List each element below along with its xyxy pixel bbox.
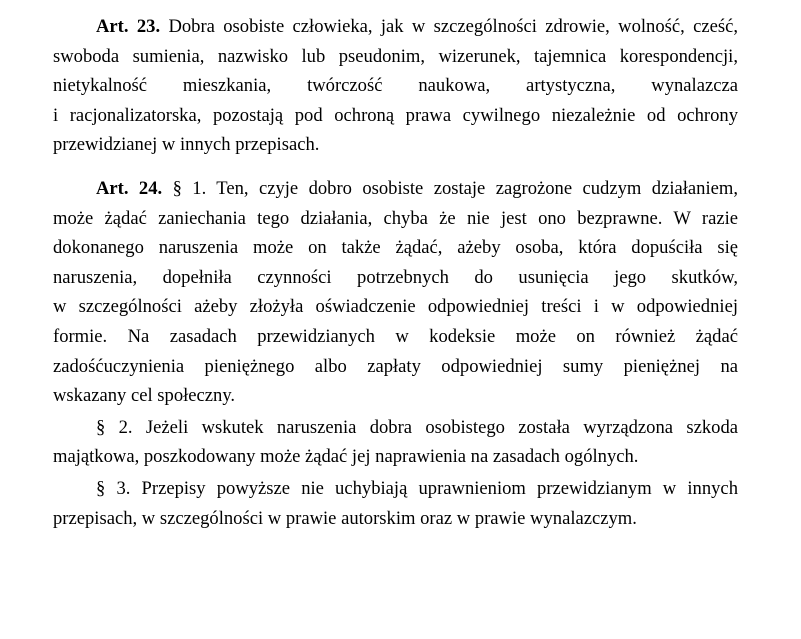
article-24-s1-line-7: zadośćuczynienia pieniężnego albo zapłaty odpowiedniej sumy pieniężnej na bbox=[53, 355, 738, 377]
article-24-section-2 bbox=[53, 413, 738, 472]
article-23-label: Art. 23. bbox=[96, 16, 161, 37]
legal-document bbox=[53, 12, 738, 533]
article-23-line-1: Art. 23. Dobra osobiste człowieka, jak w szczególności zdrowie, wolność, cześć, bbox=[96, 16, 738, 37]
article-24-section-1 bbox=[53, 174, 738, 411]
article-24-s2-line-1: § 2. Jeżeli wskutek naruszenia dobra osobistego została wyrządzona szkoda bbox=[96, 416, 738, 438]
article-24-s1-line-5: w szczególności ażeby złożyła oświadczenie odpowiedniej treści i w odpowiedniej bbox=[53, 296, 738, 318]
article-24-s1-line-4: naruszenia, dopełniła czynności potrzebnych do usunięcia jego skutków, bbox=[53, 266, 738, 288]
article-23-line-2: swoboda sumienia, nazwisko lub pseudonim, wizerunek, tajemnica korespondencji, bbox=[53, 45, 738, 67]
article-24-s3-line-1: § 3. Przepisy powyższe nie uchybiają uprawnieniom przewidzianym w innych bbox=[96, 477, 738, 499]
article-24-s1-line-6: formie. Na zasadach przewidzianych w kodeksie może on również żądać bbox=[53, 325, 738, 347]
article-23-line-3: nietykalność mieszkania, twórczość naukowa, artystyczna, wynalazcza bbox=[53, 75, 738, 97]
article-24-s1-line-2: może żądać zaniechania tego działania, chyba że nie jest ono bezprawne. W razie bbox=[53, 207, 738, 229]
article-24-section-3 bbox=[53, 474, 738, 533]
article-24-s3-line-2: przepisach, w szczególności w prawie autorskim oraz w prawie wynalazczym. bbox=[53, 507, 637, 529]
article-23-line-5: przewidzianej w innych przepisach. bbox=[53, 134, 320, 156]
article-24-s1-line-3: dokonanego naruszenia może on także żądać, ażeby osoba, która dopuściła się bbox=[53, 237, 738, 259]
article-24-label: Art. 24. bbox=[96, 177, 163, 199]
article-24-s1-line-8: wskazany cel społeczny. bbox=[53, 385, 236, 407]
article-24-s2-line-2: majątkowa, poszkodowany może żądać jej naprawienia na zasadach ogólnych. bbox=[53, 446, 639, 468]
article-23-line-4: i racjonalizatorska, pozostają pod ochroną prawa cywilnego niezależnie od ochrony bbox=[53, 104, 738, 126]
article-24-s1-line-1: Art. 24. § 1. Ten, czyje dobro osobiste zostaje zagrożone cudzym działaniem, bbox=[96, 177, 738, 199]
article-23 bbox=[53, 12, 738, 160]
